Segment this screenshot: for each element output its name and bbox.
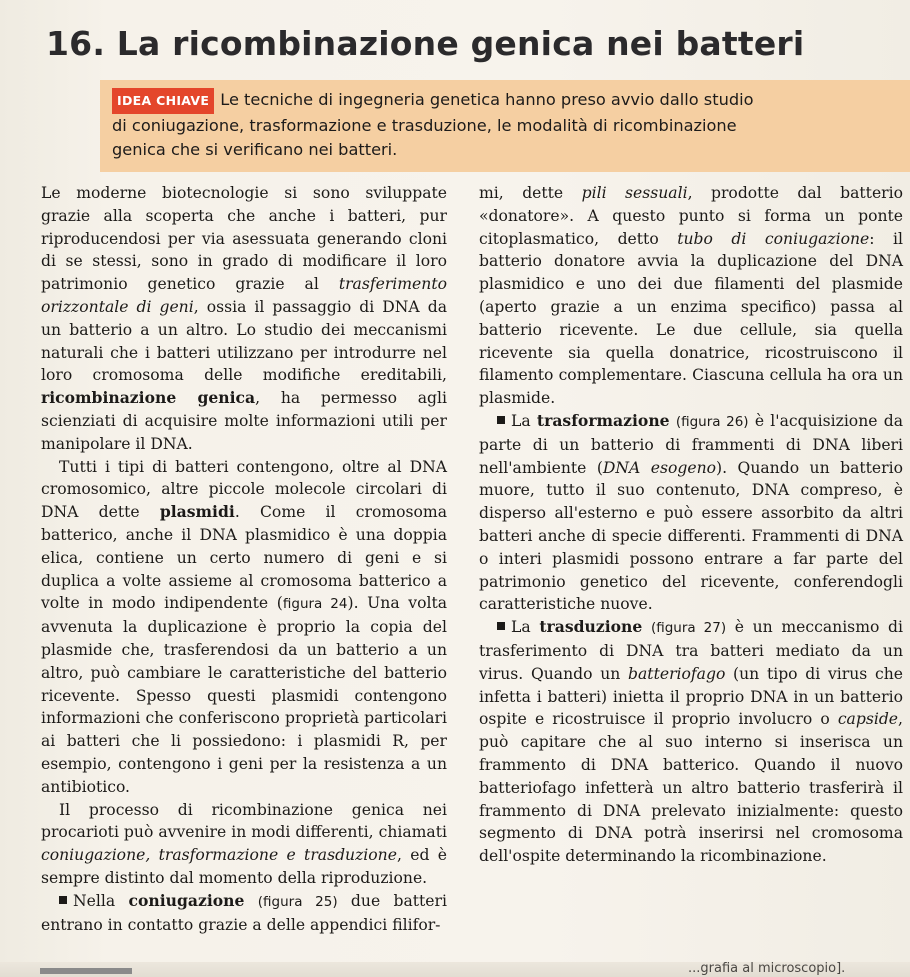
paragraph-process: Il processo di ricombinazione genica nei procarioti può avvenire in modi differenti, chiamati coniugazione, trasformazione e trasduzione, ed è sempre distinto dal momento della riproduzione.	[41, 800, 447, 887]
bullet-trasduzione: La trasduzione (figura 27) è un meccanismo di trasferimento di DNA tra batteri mediato da un virus. Quando un batteriofago (un tipo di virus che infetta i batteri) inietta il proprio DNA in un batterio ospite e ricostruisce il proprio involucro o capside, può capitare che al suo interno si inserisca un frammento di DNA batterico. Quando il nuovo batteriofago infetterà un altro batterio trasferirà il frammento di DNA prelevato inizialmente: questo segmento di DNA potrà inserirsi nel cromosoma dell'ospite determinando la ricombinazione.	[479, 617, 903, 866]
figure-caption-fragment: ...grafia al microscopio].	[688, 961, 846, 976]
bullet-square-icon	[59, 896, 67, 904]
figure-ref-26: (figura 26)	[675, 413, 749, 430]
bullet-trasformazione: La trasformazione (figura 26) è l'acquisizione da parte di un batterio di frammenti di DNA liberi nell'ambiente (DNA esogeno). Quando un batterio muore, tutto il suo contenuto, DNA compreso, è disperso all'esterno e può essere assorbito da altri batteri anche di specie differenti. Frammenti di DNA o interi plasmidi possono entrare a far parte del patrimonio genetico del ricevente, conferendogli caratteristiche nuove.	[479, 410, 903, 614]
key-idea-text	[112, 88, 767, 162]
paragraph-plasmids: Tutti i tipi di batteri contengono, oltre al DNA cromosomico, altre piccole molecole circolari di DNA dette plasmidi. Come il cromosoma batterico, anche il DNA plasmidico è una doppia elica, contiene un certo numero di geni e si duplica a volte assieme al cromosoma batterico a volte in modo indipendente (figura 24). Una volta avvenuta la duplicazione è proprio la copia del plasmide che, trasferendosi da un batterio a un altro, può cambiare le caratteristiche del batterio ricevente. Spesso questi plasmidi contengono informazioni che conferiscono proprietà particolari ai batteri che li possiedono: i plasmidi R, per esempio, contengono i geni per la resistenza a un antibiotico.	[41, 457, 448, 796]
bullet-coniugazione: Nella coniugazione (figura 25) due batteri entrano in contatto grazie a delle appendici filifor-	[41, 890, 447, 934]
paragraph-intro: Le moderne biotecnologie si sono sviluppate grazie alla scoperta che anche i batteri, pur riproducendosi per via asessuata generando cloni di se stessi, sono in grado di modificare il loro patrimonio genetico grazie al trasferimento orizzontale di geni, ossia il passaggio di DNA da un batterio a un altro. Lo studio dei meccanismi naturali che i batteri utilizzano per introdurre nel loro cromosoma delle modifiche ereditabili, ricombinazione genica, ha permesso agli scienziati di acquisire molte informazioni utili per manipolare il DNA.	[41, 184, 448, 453]
right-column	[479, 182, 903, 868]
key-idea-label: IDEA CHIAVE	[112, 88, 214, 114]
figure-ref-27: (figura 27)	[650, 620, 727, 637]
figure-ref-25: (figura 25)	[257, 893, 338, 910]
bullet-square-icon	[497, 416, 505, 424]
key-idea-body: Le tecniche di ingegneria genetica hanno preso avvio dallo studio di coniugazione, trasformazione e trasduzione, le modalità di ricombinazione genica che si verificano nei batteri.	[112, 90, 754, 159]
figure-ref-24: figura 24	[282, 596, 348, 613]
section-title: 16. La ricombinazione genica nei batteri	[46, 24, 805, 63]
left-column	[41, 182, 447, 936]
page-bottom-mark	[40, 968, 132, 974]
bullet-square-icon	[497, 622, 505, 630]
paragraph-coniugazione-cont: mi, dette pili sessuali, prodotte dal batterio «donatore». A questo punto si forma un ponte citoplasmatico, detto tubo di coniugazione: il batterio donatore avvia la duplicazione del DNA plasmidico e uno dei due filamenti del plasmide (aperto grazie a un enzima specifico) passa al batterio ricevente. Le due cellule, sia quella ricevente sia quella donatrice, ricostruiscono il filamento complementare. Ciascuna cellula ha ora un plasmide.	[479, 184, 904, 408]
